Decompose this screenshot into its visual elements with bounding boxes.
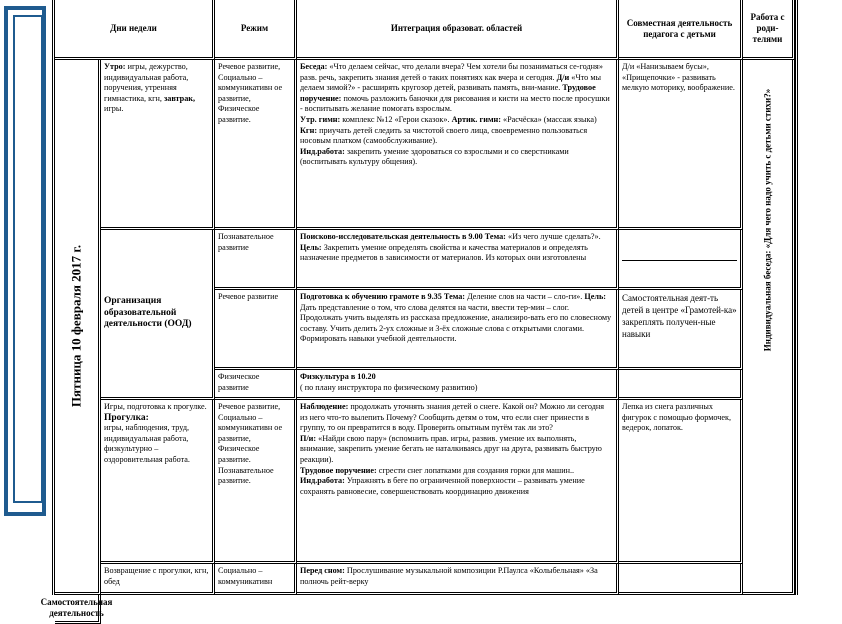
text: сгрести снег лопатками для создания горки для машин.. xyxy=(376,465,575,475)
areas-return: Социально – коммуникативн xyxy=(215,564,297,595)
label: Беседа: xyxy=(300,62,328,71)
decorative-frame-inner xyxy=(13,15,43,503)
label: Кгн: xyxy=(300,125,318,135)
text: Прослушивание музыкальной композиции Р.Паулса «Колыбельная» «За полночь рейт-верку xyxy=(300,566,598,586)
label: Инд.работа: xyxy=(300,146,345,156)
areas-ood-2: Речевое развитие xyxy=(215,290,297,370)
individual-talk: Индивидуальная беседа: «Для чего надо учить с детьми стихи?» xyxy=(762,88,773,352)
header-joint: Совместная деятельность педагога с детьми xyxy=(619,0,743,60)
text: Упражнять в беге по ограниченной поверхности – развивать умение сохранять равновесие, совершенствовать координацию движения xyxy=(300,476,585,496)
text: «Из чего лучше сделать?». xyxy=(505,232,601,241)
text: «Что мы делаем зимой?» - расширять кругозор детей, развивать память, вни-мание. xyxy=(300,72,602,93)
regime-morning xyxy=(101,60,215,230)
text: приучать детей следить за чистотой своего лица, своевременно пользоваться носовым платком (самообслуживание). xyxy=(300,125,588,146)
joint-return xyxy=(297,564,619,595)
independent-return xyxy=(619,564,743,595)
label: Наблюдение: xyxy=(300,402,349,411)
label: Артик. гимн: xyxy=(451,114,501,124)
text: «Что делаем сейчас, что делали вчера? Чем хотели бы позаниматься се-годня» разв. речь, закрепить знания детей о таких понятиях как вчера и сегодня. xyxy=(300,62,603,82)
joint-morning xyxy=(297,60,619,230)
header-regime: Режим xyxy=(215,0,297,60)
text: закрепить умение здороваться со взрослыми и со сверстниками (воспитывать культуру общения). xyxy=(300,146,569,167)
joint-ood-3 xyxy=(297,370,619,400)
label: Подготовка к обучению грамоте в 9.35 Тема: xyxy=(300,292,466,301)
joint-ood-1 xyxy=(297,230,619,290)
text: ( по плану инструктора по физическому развитию) xyxy=(300,382,478,392)
label: Цель: xyxy=(584,292,607,301)
joint-ood-2 xyxy=(297,290,619,370)
areas-ood-1: Познавательное развитие xyxy=(215,230,297,290)
text: Деление слов на части – сло-ги». xyxy=(465,292,585,301)
label: Д/и xyxy=(556,72,570,82)
regime-text: игры. xyxy=(104,104,124,114)
label: П/и: xyxy=(300,433,317,443)
areas-ood-3: Физическое развитие xyxy=(215,370,297,400)
individual-talk-cell xyxy=(743,60,795,595)
joint-walk xyxy=(297,400,619,564)
header-days: Дни недели xyxy=(55,0,215,60)
areas-walk: Речевое развитие, Социально – коммуникативн ое развитие, Физическое развитие. Познавательное развитие. xyxy=(215,400,297,564)
text: помочь разложить баночки для рисования и кисти на место после просушки - воспитывать желание помогать взрослым. xyxy=(300,93,610,114)
independent-ood-2: Самостоятельная деят-ть детей в центре «Грамотей-ка» закреплять получен-ные навыки xyxy=(619,290,743,370)
independent-ood-3 xyxy=(619,370,743,400)
label: Цель: xyxy=(300,242,322,252)
regime-ood: Организация образовательной деятельности (ООД) xyxy=(101,230,215,400)
label: Физкультура в 10.20 xyxy=(300,372,376,381)
regime-label: завтрак, xyxy=(163,93,196,103)
text: «Расчёска» (массаж языка) xyxy=(500,114,597,124)
regime-walk xyxy=(101,400,215,564)
text: комплекс №12 «Герои сказок». xyxy=(340,114,452,124)
regime-text: игры, наблюдения, труд, индивидуальная работа, физкультурно – оздоровительная работа. xyxy=(104,423,190,464)
regime-return: Возвращение с прогулки, кгн, обед xyxy=(101,564,215,595)
text: продолжать уточнять знания детей о снеге. Какой он? Можно ли сегодня из него что-то вылепить Почему? Сообщить детям о том, что если снег принести в группу, то он превратится в воду. Проверить опытным путём так ли это? xyxy=(300,402,605,433)
header-independent: Самостоятельная деятельность xyxy=(55,595,101,624)
independent-walk: Лепка из снега различных фигурок с помощью формочек, ведерок, лопаток. xyxy=(619,400,743,564)
independent-morning: Д/и «Нанизываем бусы», «Прищепочки» - развивать мелкую моторику, воображение. xyxy=(619,60,743,230)
label: Инд.работа: xyxy=(300,476,345,486)
label: Трудовое поручение: xyxy=(300,83,596,103)
text: Дать представление о том, что слова делятся на части, ввести тер-мин – слог. Продолжать учить выделять из рассказа предложение, анализиро-вать его по словесному составу. Учить делить 2-ух сложные и 3-ёх сложные слова с открытыми слогами. Формировать навыки учебной деятельности. xyxy=(300,302,612,344)
text: «Найди свою пару» (вспомнить прав. игры, развив. умение их выполнять, внимание, закрепить умение бегать не наталкиваясь друг на друга, развивать быструю реакции). xyxy=(300,433,602,464)
label: Утр. гимн: xyxy=(300,114,341,124)
regime-text: Игры, подготовка к прогулке. xyxy=(104,402,207,411)
header-integration: Интеграция образоват. областей xyxy=(297,0,619,60)
header-parents: Работа с роди-телями xyxy=(743,0,795,60)
label: Перед сном: xyxy=(300,566,345,575)
areas-morning: Речевое развитие, Социально – коммуникативн ое развитие, Физическое развитие. xyxy=(215,60,297,230)
date-label: Пятница 10 февраля 2017 г. xyxy=(68,244,84,408)
schedule-table xyxy=(40,0,798,618)
regime-label: Утро: xyxy=(104,62,126,71)
date-cell xyxy=(55,60,101,595)
regime-label: Прогулка: xyxy=(104,412,149,423)
independent-ood-1 xyxy=(619,230,743,290)
regime-text: игры, дежурство, индивидуальная работа, поручения, утренняя гимнастика, кгн, xyxy=(104,62,189,103)
label: Трудовое поручение: xyxy=(300,465,377,475)
text: Закрепить умение определять свойства и качества материалов и определять назначение предметов в зависимости от материалов. Из которых они изготовлены xyxy=(300,242,588,263)
label: Поисково-исследовательская деятельность в 9.00 Тема: xyxy=(300,232,506,241)
